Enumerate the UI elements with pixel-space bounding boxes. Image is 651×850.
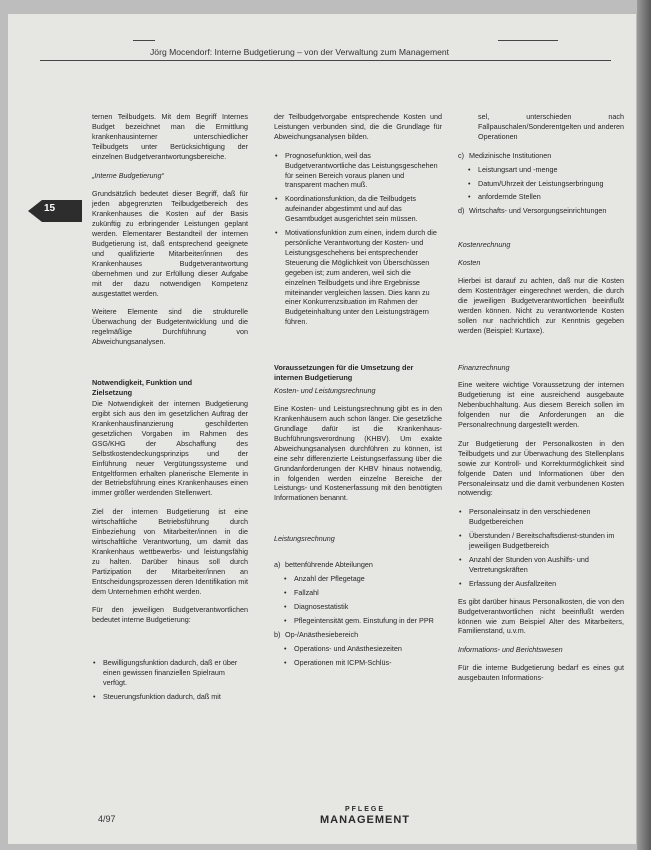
text-column-3 <box>458 112 624 692</box>
running-header: Jörg Mocendorf: Interne Budgetierung – von der Verwaltung zum Management <box>150 47 450 57</box>
paragraph: Grundsätzlich bedeutet dieser Begriff, daß für jeden abgegrenzten Teilbudgetbereich des Krankenhauses die Kosten auf der Basis zukünftig zu erbringender Leistungen geplant werden. Elementarer Bestandteil der internen Budgetierung ist, daß entsprechend geeignete und qualifizierte Mitarbeiter/innen des Krankenhauses Budgetverantwortung übernehmen und zur Erfüllung dieser Aufgabe mit der dazu notwendigen Kompetenz ausgestattet werden. <box>92 189 248 298</box>
section-heading: internen Budgetierung <box>274 372 353 382</box>
header-rule-right <box>498 40 558 41</box>
subheading: Leistungsrechnung <box>274 534 335 544</box>
paragraph: Für die interne Budgetierung bedarf es eines gut ausgebauten Informations- <box>458 663 624 683</box>
leistungsrechnung-list <box>274 560 442 667</box>
paragraph: ternen Teilbudgets. Mit dem Begriff Internes Budget bezeichnet man die Ermittlung krankenhausinterner unterschiedlicher Teilbudgets unter Berücksichtigung der einzelnen Budgetverantwortungsbereiche. <box>92 112 248 161</box>
subheading: Finanzrechnung <box>458 362 510 372</box>
subheading: Kosten- und Leistungsrechnung <box>274 386 376 396</box>
subheading: Kosten <box>458 258 481 268</box>
text-column-1 <box>92 112 248 710</box>
list-item: • anfordernde Stellen <box>458 192 624 202</box>
list-item: • Leistungsart und -menge <box>458 165 624 175</box>
list-item: • Personaleinsatz in den verschiedenen Budgetbereichen <box>458 507 624 527</box>
paragraph: Die Notwendigkeit der internen Budgetierung ergibt sich aus den im gesetzlichen Auftrag der Krankenhausfinanzierung geschilderten gesetzlichen Vorgaben im Rahmen des GSG/KHG der Abschaffung des Selbstkostendeckungsprinzips und der Einführung neuer Vergütungssysteme und Entgeltformen erhalten planerische Elemente in der Betriebsführung eines Krankenhauses einen immer größer werdenden Stellenwert. <box>92 399 248 498</box>
function-list <box>274 151 442 327</box>
list-item: b) Op-/Anästhesiebereich <box>274 629 359 639</box>
list-item: • Anzahl der Pflegetage <box>274 574 442 584</box>
marker-number: 15 <box>44 203 56 214</box>
list-item: • Datum/Uhrzeit der Leistungserbringung <box>458 179 624 189</box>
paragraph: Weitere Elemente sind die strukturelle Überwachung der Budgetentwicklung und die regelmäßige Durchführung von Abweichungsanalysen. <box>92 307 248 347</box>
list-item: • Fallzahl <box>274 588 442 598</box>
list-item: • Prognosefunktion, weil das Budgetverantwortliche das Leistungsgeschehen für seinen Bereich voraus planen und transparent machen muß. <box>274 151 442 191</box>
list-item: • Koordinationsfunktion, da die Teilbudgets aufeinander abgestimmt und auf das Gesamtbudget ausgerichtet sein müssen. <box>274 194 442 224</box>
header-rule <box>40 60 611 61</box>
function-list <box>92 658 248 702</box>
paragraph: Ziel der internen Budgetierung ist eine wirtschaftliche Betriebsführung durch Einbeziehung von Mitarbeiter/innen in die wirtschaftliche Verantwortung, um damit das Krankenhaus wettbewerbs- und leistungsfähig zu halten. Darüber hinaus soll durch Partizipation der Mitarbeiter/innen an Entscheidungsprozessen deren Identifikation mit dem Unternehmen erhöht werden. <box>92 507 248 596</box>
header-rule-left <box>133 40 155 41</box>
list-item: • Motivationsfunktion zum einen, indem durch die persönliche Verantwortung der Kosten- und Leistungsgeschehens bei entsprechender Steuerung die Möglichkeit von Überschüssen gegeben ist; zum anderen, weil sich die einzelnen Teilbudgets und ihre Ergebnisse miteinander vergleichen lassen. Dies kann zu einer Konkurrenzsituation im Rahmen der Budgeteinhaltung unter den Leistungsträgern führen. <box>274 228 442 327</box>
leistungsrechnung-list-cont <box>458 151 624 217</box>
list-item: • Bewilligungsfunktion dadurch, daß er über einen gewissen finanziellen Spielraum verfügt. <box>92 658 248 688</box>
issue-number: 4/97 <box>98 814 116 824</box>
journal-logo <box>305 806 425 826</box>
paragraph: Eine weitere wichtige Voraussetzung der internen Budgetierung ist eine ausreichend ausgebaute Nebenbuchhaltung. Aus diesem Bereich sollen im folgenden nur die Anforderungen an die Personalrechnung dargestellt werden. <box>458 380 624 430</box>
list-item: • Anzahl der Stunden von Aushilfs- und Vertretungskräften <box>458 555 624 575</box>
section-heading: Notwendigkeit, Funktion und <box>92 378 193 388</box>
list-item: • Erfassung der Ausfallzeiten <box>458 579 624 589</box>
subheading: „Interne Budgetierung“ <box>92 170 164 180</box>
list-item: d) Wirtschafts- und Versorgungseinrichtungen <box>458 206 607 216</box>
section-heading: Zielsetzung <box>92 387 133 397</box>
logo-line-1: PFLEGE <box>344 806 385 813</box>
text-column-2 <box>274 112 442 675</box>
subheading: Informations- und Berichtswesen <box>458 645 563 655</box>
list-item: • Diagnosestatistik <box>274 602 442 612</box>
paragraph: Es gibt darüber hinaus Personalkosten, die von den Budgetverantwortlichen nicht beeinflußt werden können wie zum Beispiel Alter des Mitarbeiters, Familienstand, u.v.m. <box>458 596 624 636</box>
paragraph: sel, unterschieden nach Fallpauschalen/Sonderentgelten und anderen Operationen <box>478 112 624 141</box>
scan-edge <box>637 0 651 850</box>
list-item: • Steuerungsfunktion dadurch, daß mit <box>92 692 248 702</box>
list-item: • Operations- und Anästhesiezeiten <box>274 644 442 654</box>
section-heading: Voraussetzungen für die Umsetzung der <box>274 363 414 373</box>
paragraph: Hierbei ist darauf zu achten, daß nur die Kosten dem Kostenträger eingerechnet werden, die durch die jeweiligen Budgetverantwortlichen beeinflußt werden können. Nicht zu verantwortende Kosten sollen nur nachrichtlich zur Kenntnis gegeben werden (Beispiel: Kurtaxe). <box>458 276 624 335</box>
paragraph: Zur Budgetierung der Personalkosten in den Teilbudgets und zur Überwachung des Stellenplans sowie zur Kontroll- und Korrekturmöglichkeit sind folgende Daten und Informationen über den Personaleinsatz und die damit verbundenen Kosten notwendig: <box>458 438 624 498</box>
logo-line-2: MANAGEMENT <box>319 814 411 826</box>
list-item: • Pflegeintensität gem. Einstufung in der PPR <box>274 616 442 626</box>
page-marker <box>28 200 82 222</box>
paragraph: Für den jeweiligen Budgetverantwortlichen bedeutet interne Budgetierung: <box>92 605 248 625</box>
list-item: • Überstunden / Bereitschaftsdienst-stunden im jeweiligen Budgetbereich <box>458 531 624 551</box>
list-item: a) bettenführende Abteilungen <box>274 560 373 570</box>
paragraph: der Teilbudgetvorgabe entsprechende Kosten und Leistungen verbunden sind, die die Grundlage für Abweichungsanalysen bilden. <box>274 112 442 141</box>
list-item: c) Medizinische Institutionen <box>458 150 552 160</box>
paragraph: Eine Kosten- und Leistungsrechnung gibt es in den Krankenhäusern auch schon länger. Die gesetzliche Grundlage dafür ist die Krankenhaus-Buchführungsverordnung (KHBV). Um exakte Abweichungsanalysen durchführen zu können, ist eine sehr differenzierte Leistungserfassung über die Grundanforderungen der KHBV hinaus notwendig, in folgenden werden einzelne Bereiche der Leistungs- und Kostenerfassung mit den benötigten Informationen benannt. <box>274 404 442 503</box>
personal-list <box>458 507 624 588</box>
subheading: Kostenrechnung <box>458 240 511 250</box>
list-item: • Operationen mit ICPM-Schlüs- <box>274 658 442 668</box>
